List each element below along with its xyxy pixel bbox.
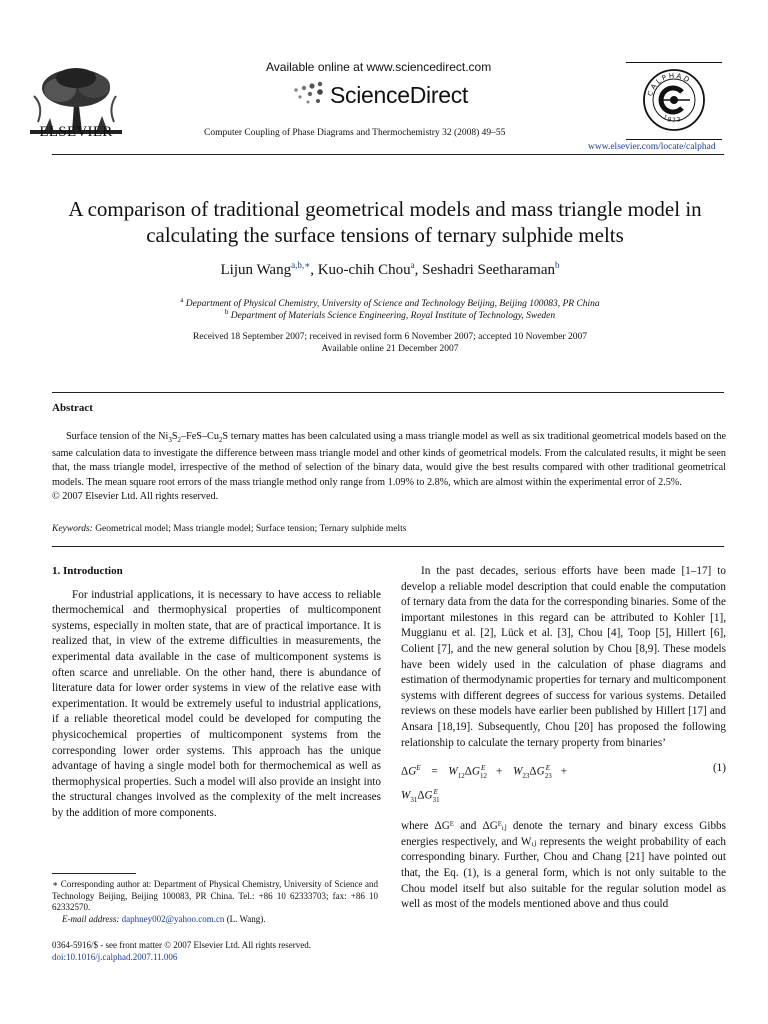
author-affiliation-mark[interactable]: a,b,∗ — [291, 260, 311, 270]
sciencedirect-brand[interactable]: ScienceDirect — [330, 82, 468, 108]
keywords-label: Keywords: — [52, 524, 93, 534]
intro-paragraph-1: For industrial applications, it is necessary to have access to reliable thermochemical and thermophysical properties of multicomponent systems, especially in molten state, that are of practical importance. It is realized that, in view of the extreme difficulties in measurements, the experimental data available in the case of multicomponent systems is often scarce and unreliable. On the other hand, there is abundance of literature data for lower order systems in view of the relative ease with experimentation. It would be extremely useful to industrial applications, if a reliable theoretical model could be developed for computing the physicochemical properties of multicomponent systems from the corresponding lower order systems. This approach has the unique advantage of having a single model both for thermochemical as well as thermophysical properties. Such a model will also provide an insight into the structural changes involved as the complexity of the melt increases by the addition of more components. — [52, 588, 381, 819]
author-name: Kuo-chih Chou — [317, 262, 411, 278]
corresponding-author-footnote — [52, 879, 378, 925]
sciencedirect-dots-icon — [290, 80, 330, 106]
calphad-ring-year: 1973 — [661, 113, 684, 125]
title-line-2: calculating the surface tensions of ternary sulphide melts — [146, 223, 624, 247]
available-date: Available online 21 December 2007 — [321, 344, 459, 354]
author-affiliation-mark[interactable]: b — [555, 260, 560, 270]
author-name: Lijun Wang — [220, 262, 292, 278]
keywords-list: Geometrical model; Mass triangle model; Surface tension; Ternary sulphide melts — [95, 524, 407, 534]
equation-1 — [401, 761, 726, 808]
equation-number: (1) — [712, 762, 726, 775]
abstract-body: Surface tension of the $Ni_3S_2-FeS-Cu_2S$ ternary mattes has been calculated using a mass triangle model as well as six traditional geometrical models based on the same calculation data to investigate the difference between mass triangle model and other kinds of geometrical models. From the calculated results, it might be seen that, the mass triangle model, irrespective of the method of selection of the binary data, would give the best results compared with other traditional geometrical models. The mean square root errors of the mass triangle method only range from 1.09% to 2.8%, which are almost within the experimental error of 2.5%. © 2007 Elsevier Ltd. All rights reserved. — [52, 431, 726, 502]
received-dates: Received 18 September 2007; received in revised form 6 November 2007; accepted 10 November 2007 — [192, 332, 588, 342]
affiliation-b — [40, 308, 740, 321]
section-heading-introduction: 1. Introduction — [52, 565, 123, 577]
article-history — [40, 331, 740, 355]
svg-text:CALPHAD — [646, 72, 692, 97]
email-link[interactable]: daphney002@yahoo.com.cn — [121, 913, 225, 924]
doi-link[interactable]: doi:10.1016/j.calphad.2007.11.006 — [52, 952, 178, 962]
abstract-lead: Surface tension of the Ni — [66, 431, 169, 442]
intro-paragraph-2: In the past decades, serious efforts have been made [1–17] to develop a reliable model description that could enable the computation of ternary data from the data for the corresponding binaries. Some of the important milestones in this regard can be attributed to Kohler [1], Muggianu et al. [2], Lück et al. [3], Chou [4], Toop [5], Hillert [6], Colient [7], and the new general solution by Chou [8,9]. These models have been widely used in the calculation of phase diagrams and estimation of thermodynamic properties for ternary and multicomponent systems with different degrees of success for various systems. Detailed reviews on these models have earlier been published by Hillert [17] and Ansara [18,19]. Subsequently, Chou [20] has proposed the following relationship to calculate the ternary property from binaries’ — [401, 565, 726, 749]
article-title — [40, 196, 730, 248]
affiliation-text: Department of Materials Science Engineering, Royal Institute of Technology, Sweden — [230, 311, 556, 322]
affiliation-mark: a — [180, 296, 184, 304]
author-list: Lijun Wang$^{a,b,∗}$, Kuo-chih Chou$^a$, Seshadri Seetharaman$^b$ — [220, 260, 560, 278]
journal-citation: Computer Coupling of Phase Diagrams and Thermochemistry 32 (2008) 49–55 — [204, 128, 506, 138]
available-online[interactable]: Available online at www.sciencedirect.com — [266, 60, 492, 74]
right-column — [401, 564, 726, 913]
footnote-rule — [52, 873, 136, 874]
abstract-heading: Abstract — [52, 402, 93, 414]
email-label: E-mail address: — [62, 913, 120, 924]
keywords — [52, 524, 406, 534]
calphad-seal-logo — [638, 64, 710, 136]
equation-body: $\Delta G^E = W_{12}\Delta G_{12}^E + W_{23}\Delta G_{23}^E + W_{31}\Delta G_{31}^E$ — [401, 764, 568, 804]
affiliation-text: Department of Physical Chemistry, University of Science and Technology Beijing, Beijing 100083, PR China — [185, 299, 600, 310]
journal-homepage-link[interactable]: www.elsevier.com/locate/calphad — [588, 142, 716, 152]
abstract-text: ternary mattes has been calculated using a mass triangle model as well as six traditional geometrical models based on the same calculation data to investigate the difference between mass triangle model and other kinds of geometrical models. From the calculated results, it might be seen that, the mass triangle model, irrespective of the method of selection of the binary data, would give the best results compared with other traditional geometrical models. The mean square root errors of the mass triangle method only range from 1.09% to 2.8%, which are almost within the experimental error of 2.5%. — [52, 431, 726, 488]
bottom-matter — [52, 939, 311, 963]
calphad-ring-text: CALPHAD — [646, 71, 693, 98]
abstract-top-rule — [52, 392, 724, 393]
footnote-text: ∗ Corresponding author at: Department of Physical Chemistry, University of Science and Technology Beijing, Beijing 100083, PR China. Tel.: +86 10 62333703; fax: +86 10 62332570. — [52, 879, 378, 912]
intro-paragraph-3: where ΔGᴱ and ΔGᴱᵢⱼ denote the ternary and binary excess Gibbs energies respectively, and Wᵢⱼ represents the weight probability of each corresponding binary. Further, Chou and Chang [21] have pointed out that, the Eq. (1), is a general form, which is not only suitable to the Chou model itself but also suitable for the regular solution model as well as most of the models mentioned above and thus could — [401, 820, 726, 911]
author-affiliation-mark[interactable]: a — [410, 260, 415, 270]
affiliation-mark: b — [224, 308, 229, 316]
title-line-1: A comparison of traditional geometrical models and mass triangle model in — [68, 197, 702, 221]
elsevier-wordmark: ELSEVIER — [39, 124, 113, 140]
left-column — [52, 564, 381, 822]
svg-text:1973 — [661, 114, 683, 124]
issn-line: 0364-5916/$ - see front matter © 2007 Elsevier Ltd. All rights reserved. — [52, 940, 312, 950]
author-name: Seshadri Seetharaman — [422, 262, 555, 278]
abstract-bottom-rule — [52, 546, 724, 547]
header-rule — [52, 154, 724, 155]
email-suffix: (L. Wang). — [224, 913, 266, 924]
abstract-copyright: © 2007 Elsevier Ltd. All rights reserved. — [52, 490, 219, 502]
